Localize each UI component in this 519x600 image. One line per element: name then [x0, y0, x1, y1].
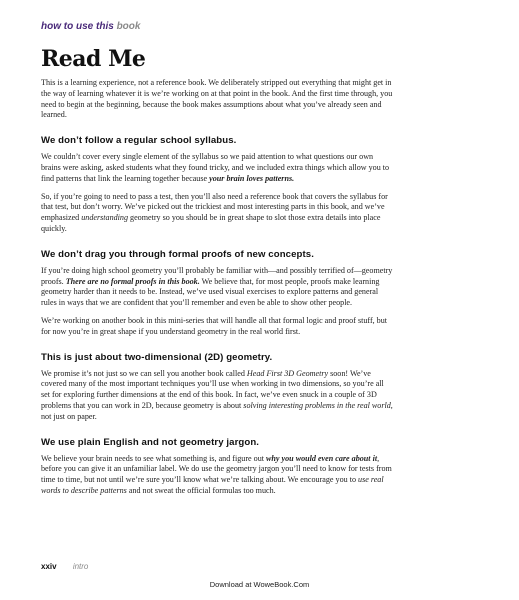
syllabus-paragraph-1: We couldn’t cover every single element of the syllabus so we paid attention to what questions our own brains were asking, asked students what they found tricky, and we included extra things which allow you to find patterns that link the learning together because your brain loves patterns. — [41, 152, 390, 183]
emphasis-text: your brain loves patterns. — [209, 173, 295, 183]
section-heading-syllabus: We don’t follow a regular school syllabus. — [41, 135, 237, 147]
intro-paragraph: This is a learning experience, not a reference book. We deliberately stripped out everything that might get in the way of learning whatever it is we’re working on at that point in the book. And the first time through, you need to begin at the beginning, because the book makes assumptions about what you’ve already seen and learned. — [41, 78, 393, 120]
section-heading-jargon: We use plain English and not geometry jargon. — [41, 436, 260, 448]
jargon-paragraph: We believe your brain needs to see what something is, and figure out why you would even care about it, before you can give it an unfamiliar label. We do use the geometry jargon you’ll need to know for tests from time to time, but not until we’re sure you’ll know what we’re talking about. We encourage you to use real words to describe patterns and not sweat the official formulas too much. — [41, 453, 392, 495]
running-header-main: how to use this — [41, 21, 114, 32]
page-footer — [41, 562, 88, 571]
section-heading-proofs: We don’t drag you through formal proofs of new concepts. — [41, 248, 314, 260]
section-name: intro — [72, 562, 89, 571]
emphasis-text: There are no formal proofs in this book. — [65, 276, 200, 286]
proofs-paragraph-2: We’re working on another book in this mini-series that will handle all that formal logic and proof stuff, but for now you’re in great shape if you understand geometry in the real world first. — [41, 315, 388, 336]
running-header — [41, 21, 140, 32]
emphasis-text: understanding — [81, 213, 128, 223]
2d-paragraph: We promise it’s not just so we can sell you another book called Head First 3D Geometry soon! We’ve covered many of the most important techniques you’ll use when working in two dimensions, so you’re all set for exploring further dimensions at the end of this book. In fact, we’ve even snuck in a couple of 3D problems that you can work in 2D, because geometry is about solving interesting problems in the real world, not just on paper. — [41, 368, 393, 421]
page-title: Read Me — [41, 46, 146, 72]
emphasis-text: solving interesting problems in the real world — [243, 400, 391, 410]
emphasis-text: why you would even care about it — [266, 453, 378, 463]
page-number: xxiv — [41, 562, 57, 571]
page-body — [41, 78, 393, 504]
section-heading-2d: This is just about two-dimensional (2D) geometry. — [41, 351, 273, 363]
emphasis-text: use real words to describe patterns — [41, 475, 384, 495]
emphasis-text: Head First 3D Geometry — [246, 368, 329, 378]
download-notice: Download at WoweBook.Com — [209, 580, 310, 589]
syllabus-paragraph-2: So, if you’re going to need to pass a test, then you’ll also need a reference book that covers the syllabus for that test, but don’t worry. We’ve picked out the trickiest and most interesting parts in this book, and we’ve emphasized understanding geometry so you should be in great shape to slot those extra details into place quickly. — [41, 191, 388, 233]
proofs-paragraph-1: If you’re doing high school geometry you’ll probably be familiar with—and possibly terrified of—geometry proofs. There are no formal proofs in this book. We believe that, for most people, proofs make learning geometry harder than it needs to be. Instead, we’ve used visual exercises to explore patterns and general rules in ways that we are confident that you’ll remember and even be able to show other people. — [41, 265, 393, 308]
running-header-book: book — [116, 21, 141, 32]
